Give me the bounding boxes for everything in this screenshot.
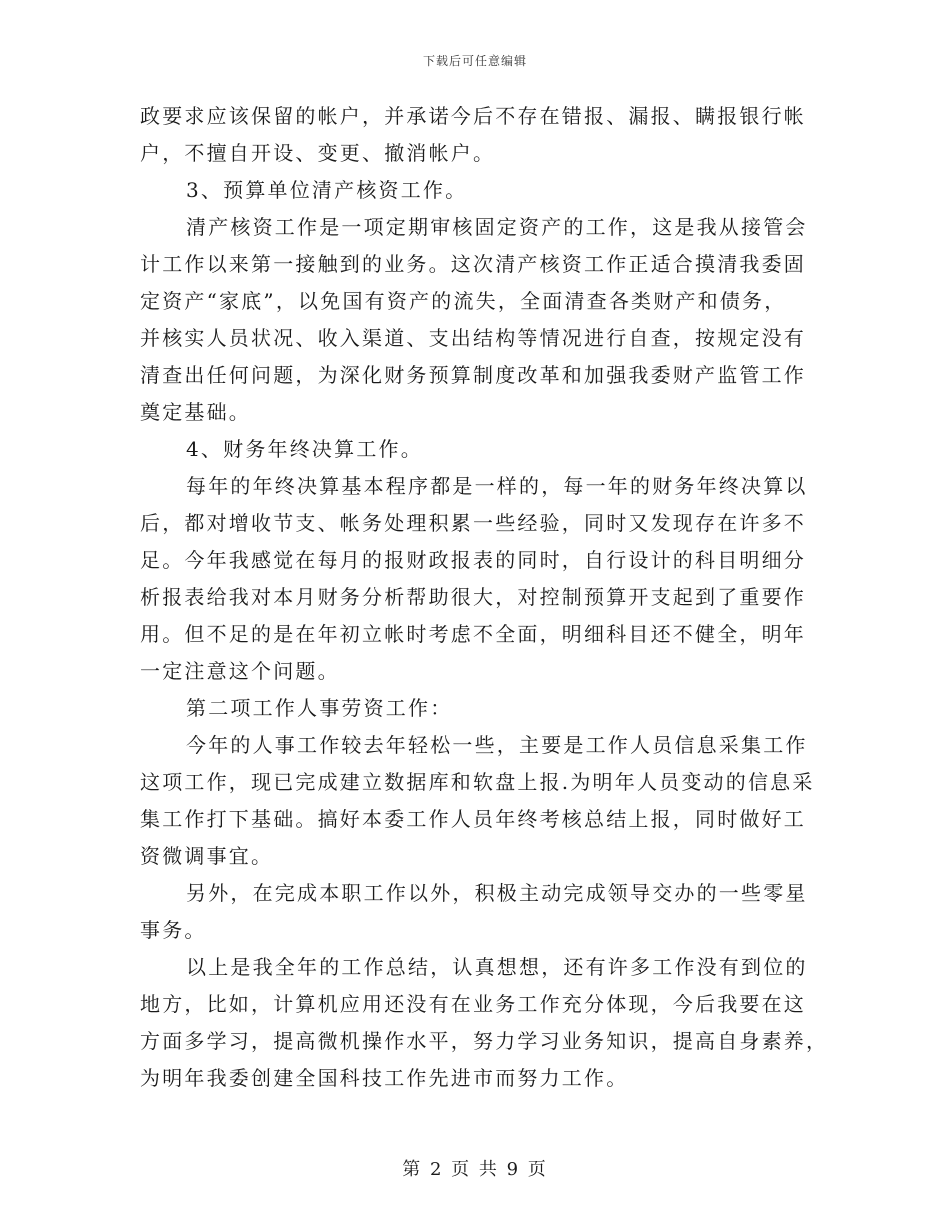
header-note: 下载后可任意编辑 <box>422 54 527 68</box>
body-text-line: 地方，比如，计算机应用还没有在业务工作充分体现，今后我要在这 <box>140 992 806 1016</box>
body-text-line: 资微调事宜。 <box>140 844 274 868</box>
body-text-line: 清产核资工作是一项定期审核固定资产的工作，这是我从接管会 <box>186 215 808 239</box>
body-text-line: 这项工作，现已完成建立数据库和软盘上报.为明年人员变动的信息采 <box>140 770 815 794</box>
body-text-line: 足。今年我感觉在每月的报财政报表的同时，自行设计的科目明细分 <box>140 548 806 572</box>
body-text-line: 析报表给我对本月财务分析帮助很大，对控制预算开支起到了重要作 <box>140 585 806 609</box>
body-text-line: 方面多学习，提高微机操作水平，努力学习业务知识，提高自身素养， <box>140 1029 829 1053</box>
body-text-line: 后，都对增收节支、帐务处理积累一些经验，同时又发现存在许多不 <box>140 511 806 535</box>
body-text-line: 政要求应该保留的帐户，并承诺今后不存在错报、漏报、瞒报银行帐 <box>140 104 806 128</box>
body-text-line: 一定注意这个问题。 <box>140 659 340 683</box>
body-text-line: 以上是我全年的工作总结，认真想想，还有许多工作没有到位的 <box>186 955 808 979</box>
page-number-footer: 第 2 页 共 9 页 <box>402 1159 548 1180</box>
document-body <box>140 98 829 1097</box>
body-text-line: 今年的人事工作较去年轻松一些，主要是工作人员信息采集工作 <box>186 733 808 757</box>
body-text-line: 为明年我委创建全国科技工作先进市而努力工作。 <box>140 1066 629 1090</box>
body-text-line: 每年的年终决算基本程序都是一样的，每一年的财务年终决算以 <box>186 474 808 498</box>
body-text-line: 定资产“家底”，以免国有资产的流失，全面清查各类财产和债务， <box>140 289 787 313</box>
body-text-line: 计工作以来第一接触到的业务。这次清产核资工作正适合摸清我委固 <box>140 252 806 276</box>
body-text-line: 集工作打下基础。搞好本委工作人员年终考核总结上报，同时做好工 <box>140 807 806 831</box>
body-text-line: 并核实人员状况、收入渠道、支出结构等情况进行自查，按规定没有 <box>140 326 806 350</box>
body-text-line: 3、预算单位清产核资工作。 <box>186 178 468 202</box>
body-text-line: 用。但不足的是在年初立帐时考虑不全面，明细科目还不健全，明年 <box>140 622 806 646</box>
body-text-line: 4、财务年终决算工作。 <box>186 437 423 461</box>
body-text-line: 另外，在完成本职工作以外，积极主动完成领导交办的一些零星 <box>186 881 808 905</box>
body-text-line: 事务。 <box>140 918 207 942</box>
body-text-line: 户，不擅自开设、变更、撤消帐户。 <box>140 141 496 165</box>
body-text-line: 奠定基础。 <box>140 400 251 424</box>
body-text-line: 清查出任何问题，为深化财务预算制度改革和加强我委财产监管工作 <box>140 363 806 387</box>
body-text-line: 第二项工作人事劳资工作： <box>186 696 453 720</box>
